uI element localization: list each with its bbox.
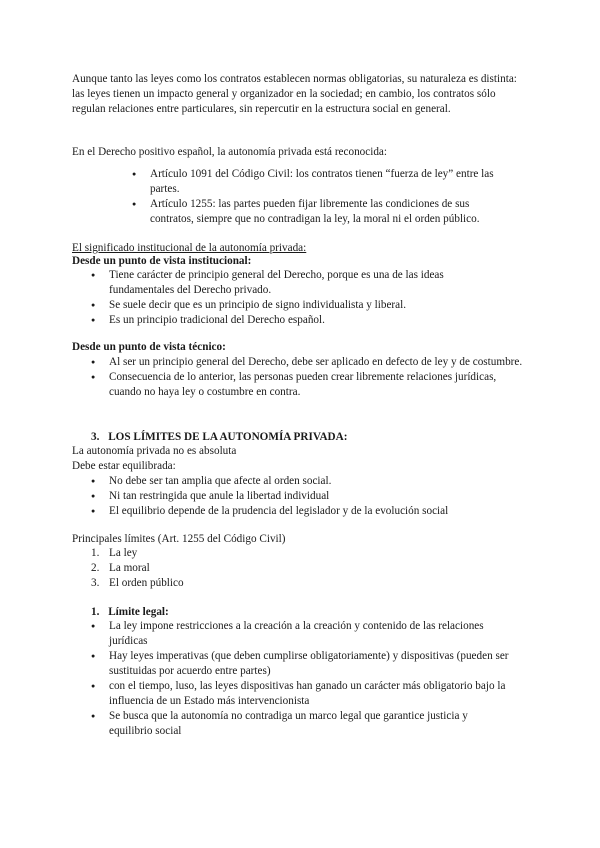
list-item: 3. El orden público <box>91 577 184 589</box>
subsection-number: 1. <box>91 606 100 618</box>
limite-legal-list <box>91 619 513 739</box>
list-item: ● La ley impone restricciones a la creación a la creación y contenido de las relaciones jurídicas <box>91 619 513 649</box>
list-item: ● Se suele decir que es un principio de signo individualista y liberal. <box>91 298 511 313</box>
tecnico-label: Desde un punto de vista técnico: <box>72 341 226 353</box>
list-item: ● Se busca que la autonomía no contradiga un marco legal que garantice justicia y equilibrio social <box>91 709 513 739</box>
section-number: 3. <box>91 431 100 443</box>
institucional-label: Desde un punto de vista institucional: <box>72 255 252 267</box>
equilibrada-list <box>91 474 523 519</box>
principales-list <box>91 546 391 591</box>
list-item: ● con el tiempo, luso, las leyes dispositivas han ganado un carácter más obligatorio bajo la influencia de un Estado más intervencionista <box>91 679 513 709</box>
significado-heading: El significado institucional de la autonomía privada: <box>72 242 307 254</box>
subsection-title: Límite legal: <box>108 606 169 618</box>
list-item: ● No debe ser tan amplia que afecte al orden social. <box>91 474 523 489</box>
list-item: ● Es un principio tradicional del Derecho español. <box>91 313 511 328</box>
list-item: ● Ni tan restringida que anule la libertad individual <box>91 489 523 504</box>
section-title: LOS LÍMITES DE LA AUTONOMÍA PRIVADA: <box>108 431 348 443</box>
positivo-paragraph: En el Derecho positivo español, la autonomía privada está reconocida: <box>72 146 388 158</box>
intro-paragraph: Aunque tanto las leyes como los contratos establecen normas obligatorias, su naturaleza es distinta: las leyes tienen un impacto general y organizador en la sociedad; en cambio, los contratos sólo regulan relaciones entre particulares, sin repercutir en la estructura social en general. <box>72 73 517 115</box>
list-item: 1. La ley <box>91 547 138 559</box>
limites-line-2: Debe estar equilibrada: <box>72 460 176 472</box>
tecnico-list <box>91 355 523 400</box>
institucional-list <box>91 268 511 328</box>
list-item: ● Hay leyes imperativas (que deben cumplirse obligatoriamente) y dispositivas (pueden ser sustituidas por acuerdo entre partes) <box>91 649 513 679</box>
list-item: ● Artículo 1091 del Código Civil: los contratos tienen “fuerza de ley” entre las partes. <box>132 167 512 197</box>
list-item: ● El equilibrio depende de la prudencia del legislador y de la evolución social <box>91 504 523 519</box>
section-3-heading <box>91 430 511 445</box>
positivo-list <box>132 167 512 227</box>
list-item: 2. La moral <box>91 562 150 574</box>
list-item: ● Tiene carácter de principio general del Derecho, porque es una de las ideas fundamentales del Derecho privado. <box>91 268 511 298</box>
list-item: ● Consecuencia de lo anterior, las personas pueden crear libremente relaciones jurídicas, cuando no haya ley o costumbre en contra. <box>91 370 523 400</box>
limite-legal-heading <box>91 605 511 620</box>
list-item: ● Al ser un principio general del Derecho, debe ser aplicado en defecto de ley y de costumbre. <box>91 355 523 370</box>
limites-line-1: La autonomía privada no es absoluta <box>72 445 237 457</box>
list-item: ● Artículo 1255: las partes pueden fijar libremente las condiciones de sus contratos, siempre que no contradigan la ley, la moral ni el orden público. <box>132 197 512 227</box>
principales-label: Principales límites (Art. 1255 del Código Civil) <box>72 533 286 545</box>
